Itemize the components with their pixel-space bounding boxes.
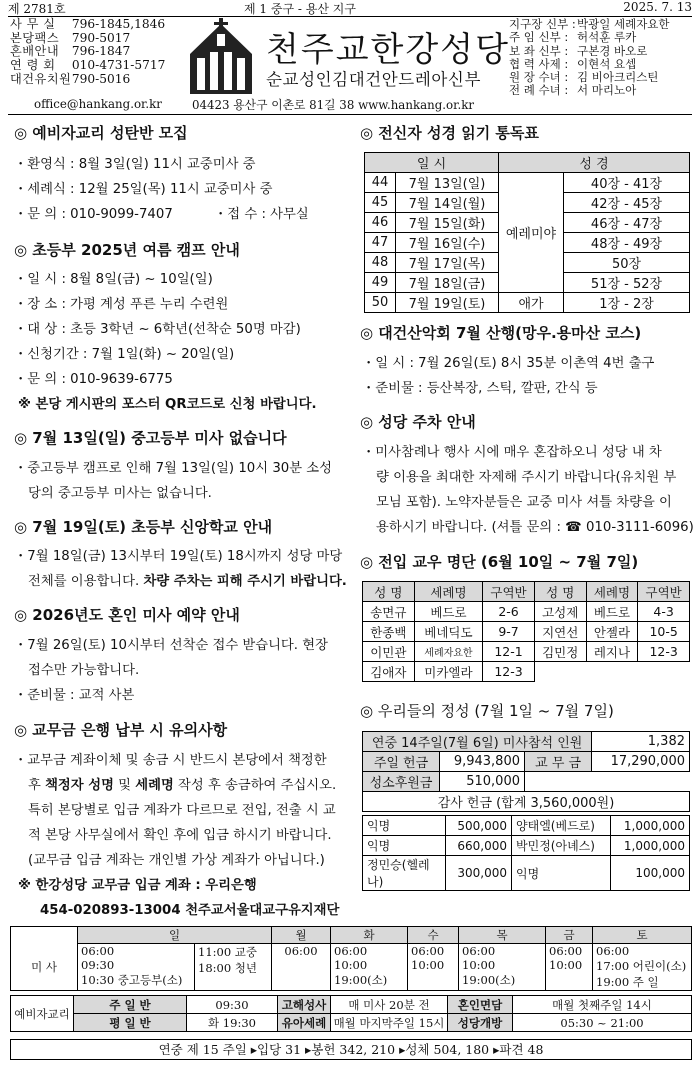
text-line: ・준비물 : 교적 사본 (14, 688, 135, 703)
section-title-transfer: ◎ 전입 교우 명단 (6월 10일 ~ 7월 7일) (360, 553, 639, 571)
text-line: ・준비물 : 등산복장, 스틱, 깔판, 간식 등 (362, 381, 598, 396)
book-name: 예레미야 (499, 173, 564, 293)
offering-table: 연중 14주일(7월 6일) 미사참석 인원 1,382 주일 헌금 9,943,800 교 무 금 17,290,000 성소후원금 510,000 감사 헌금 (합계 3,560,000원) (362, 731, 690, 812)
section-title-summer-camp: ◎ 초등부 2025년 여름 캠프 안내 (14, 241, 240, 259)
section-title-parking: ◎ 성당 주차 안내 (360, 413, 476, 431)
day-header: 화 (331, 927, 408, 944)
col-header: 일 시 (365, 153, 499, 173)
text-line: ・일 시 : 7월 26일(토) 8시 35분 이촌역 4번 출구 (362, 356, 655, 371)
email-link[interactable]: office@hankang.or.kr (34, 97, 162, 111)
district: 제 1 중구 - 용산 지구 (244, 2, 356, 16)
book-name: 애가 (499, 293, 564, 313)
text-line: 적 본당 사무실에서 확인 후에 입금 하시기 바랍니다. (28, 828, 332, 843)
text-line: (교무금 입금 계좌는 개인별 가상 계좌가 아닙니다.) (28, 853, 325, 868)
table-row: 한종백 베네딕도 9-7 지연선 안젤라 10-5 (363, 622, 690, 642)
bible-reading-table: 일 시 성 경 44 7월 13일(일) 예레미야 40장 - 41장 45 7월 14일(월) 42장 - 45장 46 7월 15일(화) 46장 - 47장 47 7월 16일(수) 48장 - 49장 48 7월 17일(목) 50장 49 7월 18일(금) 51장 - 52장 50 7월 19일(토) 애가 1장 - 2장 (364, 152, 690, 313)
sunday-mass-1: 06:00 09:30 10:30 중고등부(소) (78, 944, 195, 991)
text-line: ・장 소 : 가평 계성 푸른 누리 수련원 (14, 297, 229, 312)
mass-schedule-table: 일 월 화 수 목 금 토 미 사 06:00 09:30 10:30 중고등부(소) 11:00 교중 18:00 청년 06:00 06:00 10:00 19:00(소) 06:00 10:00 06:00 10:00 19:00(소) 06:00 10:00 06:00 17:00 어린이(소) 19:00 주 일 (10, 926, 692, 991)
text-line: ※ 한강성당 교무금 입금 계좌 : 우리은행 (18, 878, 257, 893)
table-row: 송면규 베드로 2-6 고성제 베드로 4-3 (363, 602, 690, 622)
text-line: 전체를 이용합니다. 차량 주차는 피해 주시기 바랍니다. (28, 574, 347, 589)
section-title-youth-mass: ◎ 7월 13일(일) 중고등부 미사 없습니다 (14, 429, 287, 447)
patron-saint: 순교성인김대건안드레아신부 (266, 70, 482, 89)
section-title-bible-reading: ◎ 전신자 성경 읽기 통독표 (360, 124, 539, 142)
table-row: 김애자 미카엘라 12-3 (363, 662, 690, 682)
text-line: ・접 수 : 사무실 (214, 207, 309, 222)
text-line: ・문 의 : 010-9639-6775 (14, 372, 173, 387)
text-line: ※ 본당 게시판의 포스터 QR코드로 신청 바랍니다. (18, 397, 317, 412)
staff-list: 지구장 신부 :박광일 세례자요한 주 임 신부 : 허석훈 루카 보 좌 신부 : 구본경 바오로 협 력 사제 : 이현석 요셉 원 장 수녀 : 김 비아크리스틴 전 례 수녀 : 서 마리노아 (509, 17, 670, 98)
tuesday-mass: 06:00 10:00 19:00(소) (331, 944, 408, 991)
table-row: 이민관 세례자요한 12-1 김민정 레지나 12-3 (363, 642, 690, 662)
text-line: 후 책정자 성명 및 세례명 작성 후 송금하여 주십시오. (28, 778, 337, 793)
issue-number: 제 2781호 (8, 2, 66, 16)
bank-account: 454-020893-13004 천주교서울대교구유지재단 (40, 903, 340, 918)
text-line: ・미사참례나 행사 시에 매우 혼잡하오니 성당 내 차 (362, 445, 662, 460)
section-title-offering: ◎ 우리들의 정성 (7월 1일 ~ 7월 7일) (360, 702, 614, 720)
text-line: ・대 상 : 초등 3학년 ~ 6학년(선착순 50명 마감) (14, 322, 301, 337)
text-line: ・7월 26일(토) 10시부터 선착순 접수 받습니다. 현장 (14, 638, 328, 653)
church-logo (186, 18, 256, 94)
contact-block: 사 무 실 796-1845,1846 본당팩스 790-5017 혼배안내 796-1847 연 령 회 010-4731-5717 대건유치원 790-5016 (10, 17, 166, 86)
text-line: 접수만 가능합니다. (28, 663, 140, 678)
text-line: 용하시기 바랍니다. (셔틀 문의 : ☎ 010-3111-6096) (376, 520, 694, 535)
text-line: ・일 시 : 8월 8일(금) ~ 10일(일) (14, 272, 213, 287)
parish-address: 04423 용산구 이촌로 81길 38 www.hankang.or.kr (192, 98, 475, 112)
text-line: ・7월 18일(금) 13시부터 19일(토) 18시까지 성당 마당 (14, 549, 343, 564)
text-line: 량 이용을 최대한 자제해 주시기 바랍니다(유치원 부 (376, 470, 677, 485)
bulletin-date: 2025. 7. 13 (623, 0, 692, 14)
catechism-schedule-table: 예비자교리 주 일 반 09:30 고해성사 매 미사 20분 전 혼인면담 매월 첫째주일 14시 평 일 반 화 19:30 유아세례 매월 마지막주일 15시 성당개방 05:30 ~ 21:00 (10, 995, 692, 1032)
text-line: ・교무금 계좌이체 및 송금 시 반드시 본당에서 책정한 (14, 753, 327, 768)
liturgy-footer: 연중 제 15 주일 ▸입당 31 ▸봉헌 342, 210 ▸성체 504, 180 ▸파견 48 (10, 1039, 692, 1060)
day-header: 목 (459, 927, 546, 944)
text-line: ・환영식 : 8월 3일(일) 11시 교중미사 중 (14, 157, 256, 172)
header-bottom-rule (8, 114, 692, 115)
section-title-hiking: ◎ 대건산악회 7월 산행(망우.용마산 코스) (360, 324, 642, 342)
thursday-mass: 06:00 10:00 19:00(소) (459, 944, 546, 991)
section-title-wedding: ◎ 2026년도 혼인 미사 예약 안내 (14, 606, 240, 624)
text-line: 모님 포함). 노약자분들은 교중 미사 셔틀 차량을 이 (376, 495, 672, 510)
text-line: ・신청기간 : 7월 1일(화) ~ 20일(일) (14, 347, 235, 362)
table-row: 정민승(헬레나) 300,000 익명 100,000 (363, 856, 690, 891)
text-line: ・문 의 : 010-9099-7407 (14, 207, 173, 222)
sunday-mass-2: 11:00 교중 18:00 청년 (195, 944, 272, 991)
text-line: ・중고등부 캠프로 인해 7월 13일(일) 10시 30분 소성 (14, 461, 332, 476)
col-header: 성 경 (499, 153, 690, 173)
parish-name: 천주교한강성당 (266, 30, 510, 70)
section-title-tithe: ◎ 교무금 은행 납부 시 유의사항 (14, 721, 228, 739)
day-header: 일 (78, 927, 272, 944)
friday-mass: 06:00 10:00 (546, 944, 593, 991)
section-title-catechumen: ◎ 예비자교리 성탄반 모집 (14, 124, 188, 142)
day-header: 월 (272, 927, 331, 944)
day-header: 금 (546, 927, 593, 944)
text-line: 특히 본당별로 입금 계좌가 다르므로 전입, 전출 시 교 (28, 803, 336, 818)
day-header: 토 (593, 927, 692, 944)
thanks-offering-table (362, 815, 690, 891)
day-header: 수 (408, 927, 459, 944)
table-row: 익명 660,000 박민정(아녜스) 1,000,000 (363, 836, 690, 856)
saturday-mass: 06:00 17:00 어린이(소) 19:00 주 일 (593, 944, 692, 991)
text-line: 당의 중고등부 미사는 없습니다. (28, 486, 212, 501)
wednesday-mass: 06:00 10:00 (408, 944, 459, 991)
transfer-table: 성 명 세례명 구역반 성 명 세례명 구역반 송면규 베드로 2-6 고성제 베드로 4-3 한종백 베네딕도 9-7 지연선 안젤라 10-5 이민관 세례자요한 12-1 김민정 레지나 12-3 김애자 미카엘라 12-3 (362, 581, 690, 682)
table-row: 익명 500,000 양태엘(베드로) 1,000,000 (363, 816, 690, 836)
top-bar (8, 0, 692, 14)
text-line: ・세례식 : 12월 25일(목) 11시 교중미사 중 (14, 182, 273, 197)
section-title-faith-school: ◎ 7월 19일(토) 초등부 신앙학교 안내 (14, 518, 273, 536)
monday-mass: 06:00 (272, 944, 331, 991)
